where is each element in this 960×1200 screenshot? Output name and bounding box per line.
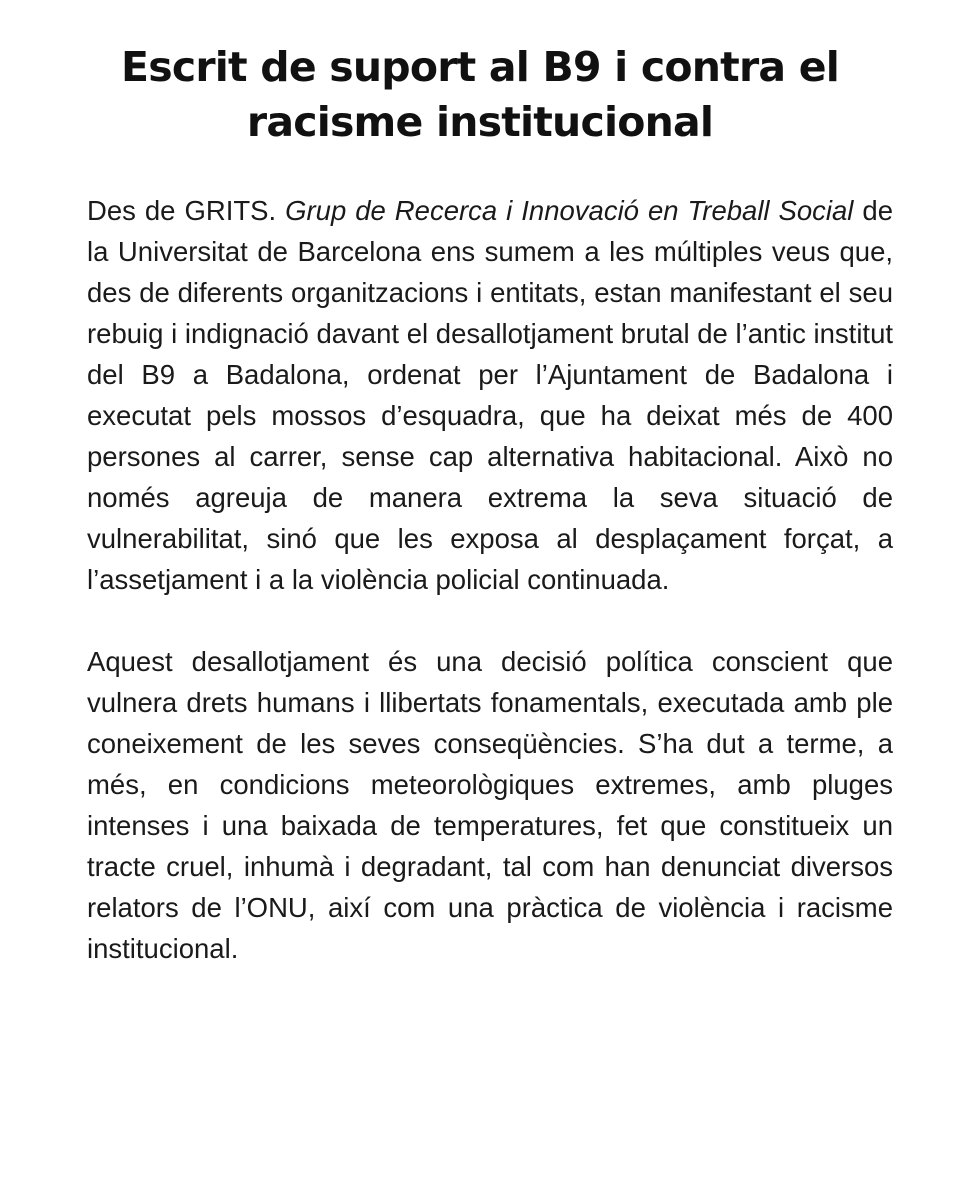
paragraph-1-rest: de la Universitat de Barcelona ens sumem a les múltiples veus que, des de diferents organitzacions i entitats, estan manifestant el seu rebuig i indignació davant el desallotjament brutal de l’antic institut del B9 a Badalona, ordenat per l’Ajuntament de Badalona i executat pels mossos d’esquadra, que ha deixat més de 400 persones al carrer, sense cap alternativa habitacional. Això no només agreuja de manera extrema la seva situació de vulnerabilitat, sinó que les exposa al desplaçament forçat, a l’assetjament i a la violència policial continuada. [87, 195, 893, 595]
document-body [87, 190, 893, 969]
research-group-name: Grup de Recerca i Innovació en Treball Social [285, 195, 854, 226]
paragraph-2: Aquest desallotjament és una decisió política conscient que vulnera drets humans i llibertats fonamentals, executada amb ple coneixement de les seves conseqüències. S’ha dut a terme, a més, en condicions meteorològiques extremes, amb pluges intenses i una baixada de temperatures, fet que constitueix un tracte cruel, inhumà i degradant, tal com han denunciat diversos relators de l’ONU, així com una pràctica de violència i racisme institucional. [87, 646, 893, 964]
document-title: Escrit de suport al B9 i contra el racisme institucional [121, 43, 839, 146]
paragraph-1-lead: Des de GRITS. [87, 195, 286, 226]
paragraph-1 [87, 190, 893, 600]
